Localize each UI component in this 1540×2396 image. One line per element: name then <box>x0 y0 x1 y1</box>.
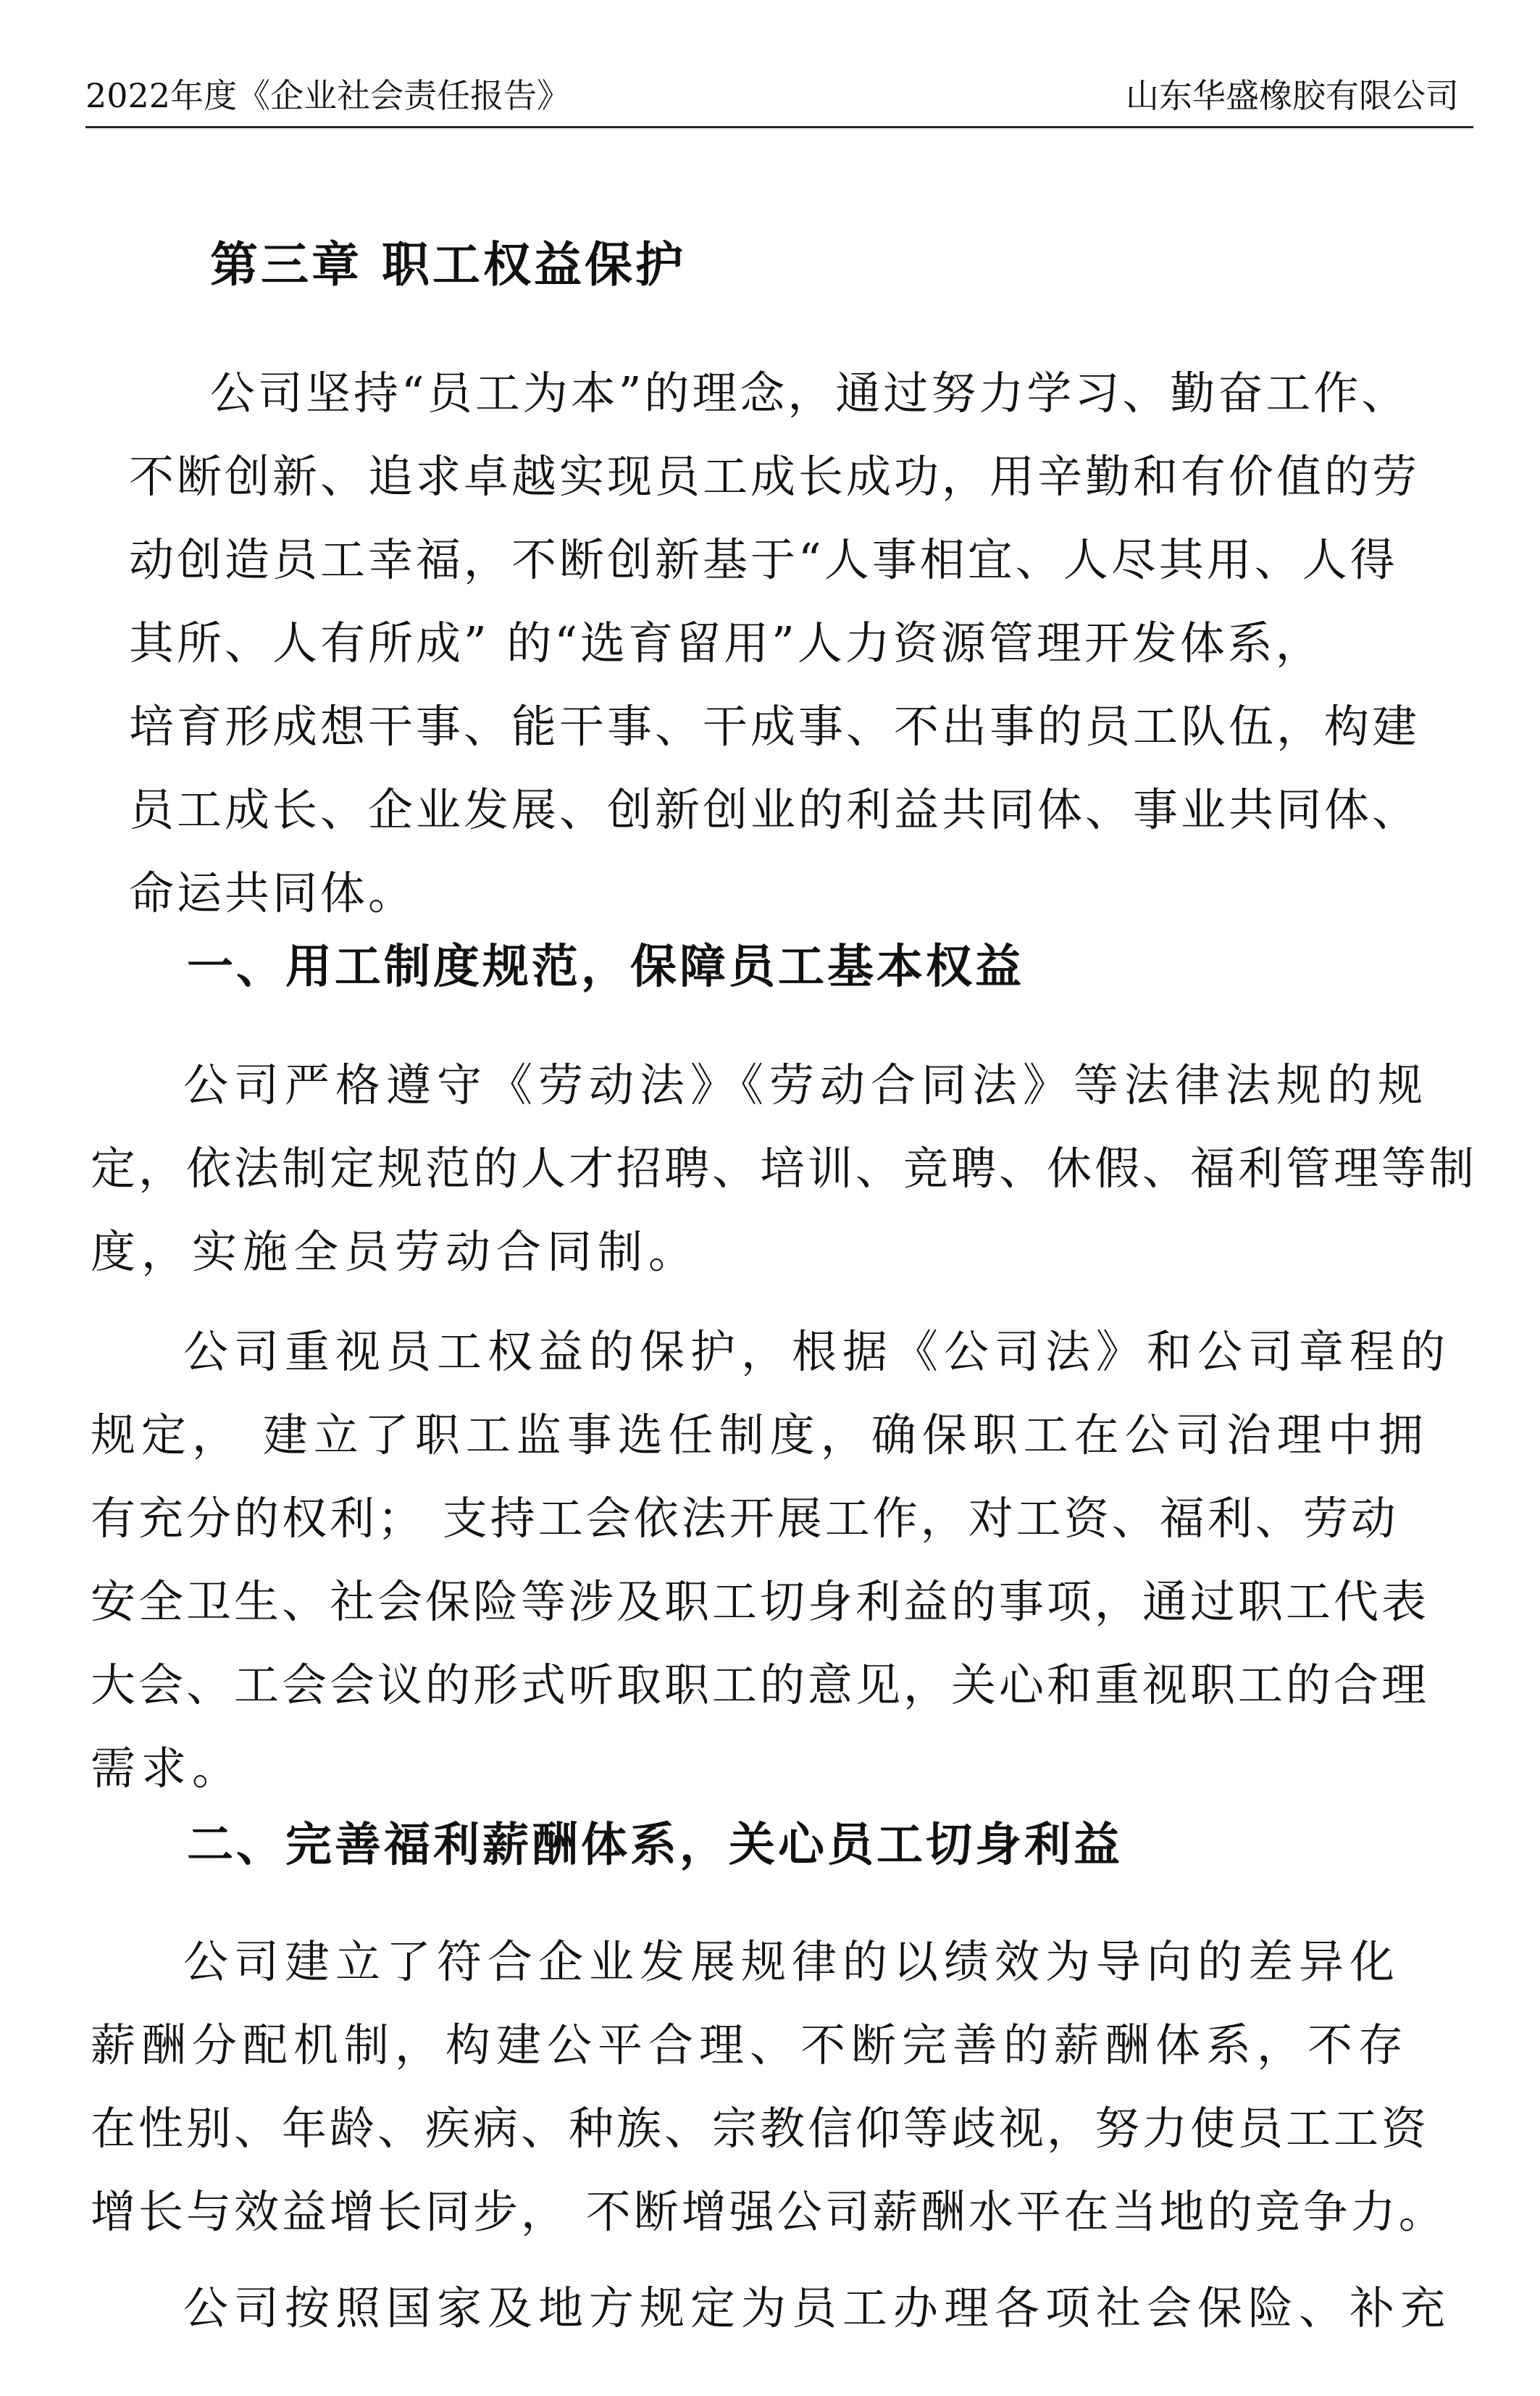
text-line: 动创造员工幸福，不断创新基于“人事相宜、人尽其用、人得 <box>129 533 1398 586</box>
text-line: 大会、工会会议的形式听取职工的意见，关心和重视职工的合理 <box>91 1658 1430 1711</box>
text-line: 规定， 建立了职工监事选任制度，确保职工在公司治理中拥 <box>91 1408 1429 1461</box>
text-line: 员工成长、企业发展、创新创业的利益共同体、事业共同体、 <box>129 783 1420 836</box>
intro-paragraph <box>129 149 1420 935</box>
text-line: 公司严格遵守《劳动法》《劳动合同法》等法律法规的规 <box>183 1059 1429 1111</box>
text-line: 定，依法制定规范的人才招聘、培训、竞聘、休假、福利管理等制 <box>91 1142 1478 1195</box>
section-heading-1: 一、用工制度规范，保障员工基本权益 <box>187 940 1024 994</box>
section2-paragraph-2 <box>91 2266 1451 2350</box>
page-header <box>85 68 1473 128</box>
section-heading-2: 二、完善福利薪酬体系，关心员工切身利益 <box>187 1818 1123 1872</box>
text-line: 不断创新、追求卓越实现员工成长成功，用辛勤和有价值的劳 <box>129 450 1420 503</box>
text-line: 在性别、年龄、疾病、种族、宗教信仰等歧视，努力使员工工资 <box>91 2102 1430 2155</box>
company-name: 山东华盛橡胶有限公司 <box>1126 76 1459 115</box>
text-line: 有充分的权利； 支持工会依法开展工作，对工资、福利、劳动 <box>91 1492 1399 1545</box>
text-line: 需求。 <box>91 1742 243 1795</box>
text-line: 培育形成想干事、能干事、干成事、不出事的员工队伍，构建 <box>129 700 1420 753</box>
text-line: 公司坚持“员工为本”的理念，通过努力学习、勤奋工作、 <box>210 367 1410 419</box>
section1-paragraph-1 <box>91 1043 1477 1293</box>
text-line: 安全卫生、社会保险等涉及职工切身利益的事项，通过职工代表 <box>91 1575 1430 1628</box>
text-line: 增长与效益增长同步， 不断增强公司薪酬水平在当地的竞争力。 <box>91 2185 1447 2238</box>
report-title: 2022年度《企业社会责任报告》 <box>85 76 571 115</box>
text-line: 命运共同体。 <box>129 867 417 919</box>
section2-paragraph-1 <box>91 1920 1447 2253</box>
section1-paragraph-2 <box>91 1310 1451 1810</box>
text-line: 公司建立了符合企业发展规律的以绩效为导向的差异化 <box>183 1935 1401 1988</box>
text-line: 公司按照国家及地方规定为员工办理各项社会保险、补充 <box>183 2282 1452 2334</box>
text-line: 度，实施全员劳动合同制。 <box>91 1225 700 1278</box>
text-line: 薪酬分配机制，构建公平合理、不断完善的薪酬体系，不存 <box>91 2019 1410 2071</box>
chapter-title: 第三章 职工权益保护 <box>210 236 686 293</box>
text-line: 公司重视员工权益的保护，根据《公司法》和公司章程的 <box>183 1325 1452 1378</box>
text-line: 其所、人有所成” 的“选育留用”人力资源管理开发体系， <box>129 617 1323 669</box>
